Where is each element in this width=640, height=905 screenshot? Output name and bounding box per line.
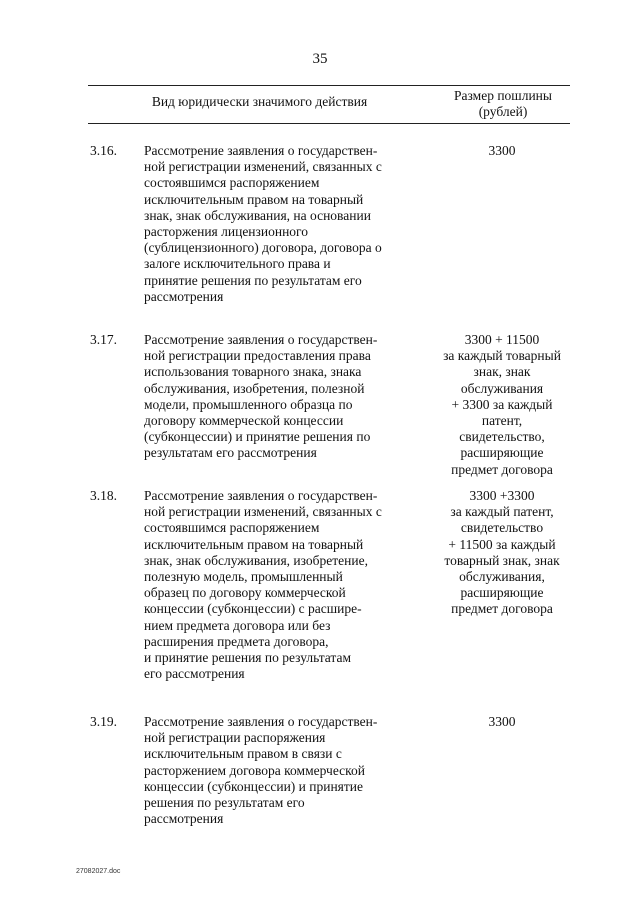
item-description: Рассмотрение заявления о государствен- ной регистрации изменений, связанных с состоявшимся распоряжением исключительным правом на товарный знак, знак обслуживания, изобретение, полезную модель, промышленный образец по договору коммерческой концессии (субконцессии) с расшире- нием предмета договора или без расширения предмета договора, и принятие решения по результатам его рассмотрения (144, 488, 382, 682)
item-fee: 3300 +3300 за каждый патент, свидетельство + 11500 за каждый товарный знак, знак обслуживания, расширяющие предмет договора (444, 488, 560, 617)
file-name-footer: 27082027.doc (76, 868, 121, 875)
item-number: 3.17. (90, 332, 117, 347)
page-number: 35 (312, 51, 328, 67)
item-fee: 3300 (488, 143, 516, 158)
action-column-header: Вид юридически значимого действия (151, 94, 368, 109)
item-description: Рассмотрение заявления о государствен- ной регистрации предоставления права использования товарного знака, знака обслуживания, изобретения, полезной модели, промышленного образца по договору коммерческой концессии (субконцессии) и принятие решения по результатам его рассмотрения (144, 332, 378, 461)
item-number: 3.16. (90, 143, 117, 158)
item-number: 3.19. (90, 714, 117, 729)
item-fee: 3300 + 11500 за каждый товарный знак, знак обслуживания + 3300 за каждый патент, свидетельство, расширяющие предмет договора (443, 332, 561, 477)
item-description: Рассмотрение заявления о государствен- ной регистрации изменений, связанных с состоявшимся распоряжением исключительным правом на товарный знак, знак обслуживания, на основании расторжения лицензионного (сублицензионного) договора, договора о залоге исключительного права и принятие решения по результатам его рассмотрения (144, 143, 382, 304)
fee-column-header: Размер пошлины (рублей) (454, 88, 552, 119)
table-header (88, 85, 570, 124)
item-description: Рассмотрение заявления о государствен- ной регистрации распоряжения исключительным правом в связи с расторжением договора коммерческой концессии (субконцессии) и принятие решения по результатам его рассмотрения (144, 714, 378, 827)
item-fee: 3300 (488, 714, 516, 729)
item-number: 3.18. (90, 488, 117, 503)
